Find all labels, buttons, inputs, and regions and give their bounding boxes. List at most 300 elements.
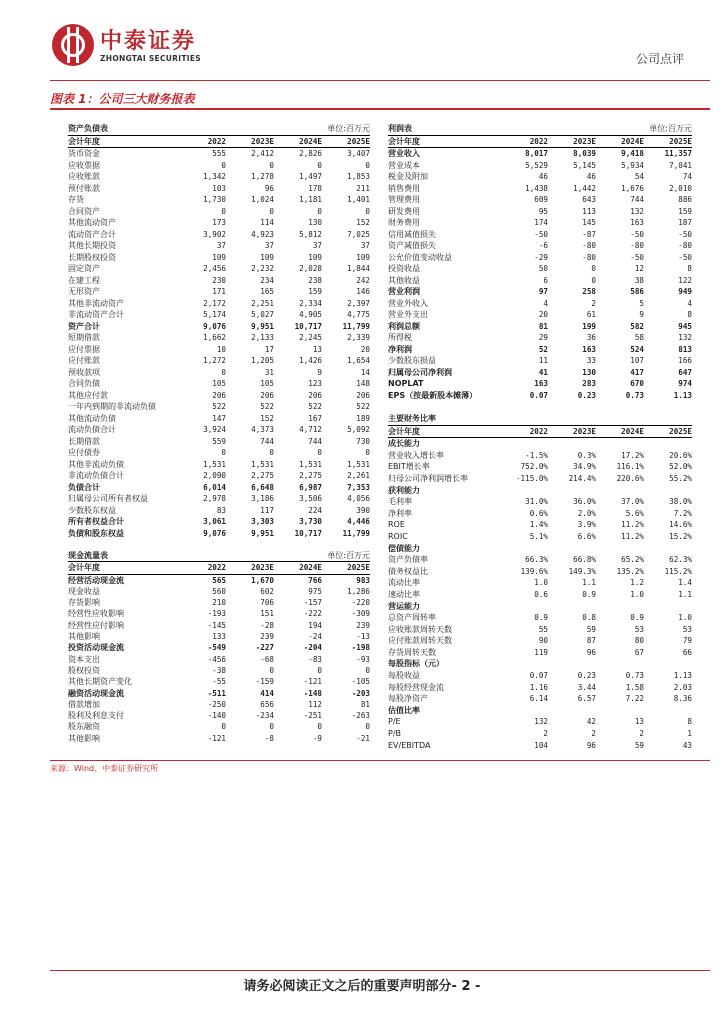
cell-value: 65.2% bbox=[621, 555, 644, 565]
cell-value bbox=[644, 705, 692, 717]
row-label: 货币资金 bbox=[68, 149, 100, 158]
row-label: 应付票据 bbox=[68, 344, 100, 354]
row-label: 营业收入 bbox=[388, 149, 420, 158]
cell-value: 34.9% bbox=[573, 462, 596, 472]
row-label: 每股净资产 bbox=[388, 694, 428, 704]
cell-value: 11,799 bbox=[342, 528, 370, 538]
cell-value: 522 bbox=[212, 402, 226, 411]
cell-value: 3,061 bbox=[203, 517, 226, 526]
column-header-year: 2024E bbox=[621, 136, 644, 146]
cell-value: -204 bbox=[303, 643, 322, 653]
company-logo bbox=[52, 22, 224, 70]
cell-value: -50 bbox=[534, 229, 548, 239]
row-label: 债务权益比 bbox=[388, 566, 428, 576]
cell-value: 104 bbox=[534, 740, 548, 750]
cell-value: -9 bbox=[312, 733, 322, 743]
row-label: 归属母公司净利润 bbox=[388, 367, 452, 377]
cell-value: 7,025 bbox=[347, 229, 370, 239]
cell-value: 1,438 bbox=[525, 183, 548, 193]
table-row bbox=[388, 531, 692, 543]
row-label: 管理费用 bbox=[388, 195, 420, 204]
cell-value: 0.23 bbox=[577, 390, 596, 400]
cell-value: 66.8% bbox=[573, 555, 596, 565]
table-row bbox=[388, 344, 692, 356]
cell-value: 1.1 bbox=[582, 578, 596, 588]
cell-value: 1,531 bbox=[299, 459, 322, 469]
cell-value: 9,951 bbox=[251, 321, 274, 331]
cell-value: 166 bbox=[678, 356, 692, 365]
cell-value: 0.9 bbox=[534, 613, 548, 623]
row-label: 现金收益 bbox=[68, 586, 100, 596]
table-row bbox=[68, 183, 370, 195]
cell-value: 670 bbox=[630, 379, 644, 388]
row-label: 营业利润 bbox=[388, 287, 420, 296]
cell-value: 8 bbox=[687, 717, 692, 727]
cell-value: 1.4 bbox=[678, 578, 692, 588]
table-row bbox=[68, 608, 370, 619]
table-row bbox=[388, 624, 692, 636]
figure-title: 图表 1：公司三大财务报表 bbox=[50, 92, 195, 106]
column-header-year: 2025E bbox=[347, 136, 370, 146]
table-row bbox=[68, 355, 370, 367]
column-header-year: 2022 bbox=[207, 136, 226, 146]
table-row bbox=[388, 473, 692, 485]
cell-value: 2 bbox=[543, 729, 548, 739]
cell-value bbox=[644, 543, 692, 555]
table-row bbox=[68, 413, 370, 425]
cell-value: 103 bbox=[212, 183, 226, 193]
cell-value: 2 bbox=[591, 298, 596, 308]
row-label: 净利润 bbox=[388, 344, 412, 354]
cell-value: 4 bbox=[687, 298, 692, 308]
row-label: 其他非流动负债 bbox=[68, 459, 124, 469]
row-label: 销售费用 bbox=[388, 183, 420, 193]
cell-value: 1.13 bbox=[673, 390, 692, 400]
cell-value: 115.2% bbox=[664, 566, 692, 576]
table-row bbox=[388, 740, 692, 752]
cell-value: 0 bbox=[365, 448, 370, 457]
cell-value: -227 bbox=[255, 643, 274, 653]
table-row bbox=[388, 160, 692, 172]
row-label: 非流动负债合计 bbox=[68, 471, 124, 480]
cell-value bbox=[500, 438, 548, 450]
row-label: 其他长期资产变化 bbox=[68, 677, 132, 687]
cell-value: 81 bbox=[360, 699, 370, 709]
row-label: 存货周转天数 bbox=[388, 647, 436, 657]
cell-value: 1,670 bbox=[251, 575, 274, 585]
cell-value: 145 bbox=[582, 218, 596, 227]
row-label: 流动负债合计 bbox=[68, 425, 116, 434]
cell-value: 17 bbox=[264, 344, 274, 354]
cell-value: 109 bbox=[260, 252, 274, 262]
cell-value: 609 bbox=[534, 195, 548, 204]
cell-value: -8 bbox=[264, 733, 274, 743]
cell-value: 1,662 bbox=[203, 333, 226, 342]
row-label: 成长能力 bbox=[388, 439, 420, 449]
table-row bbox=[68, 378, 370, 390]
table-row bbox=[388, 485, 692, 497]
cell-value: -21 bbox=[356, 733, 370, 743]
table-row bbox=[388, 390, 692, 402]
table-row bbox=[68, 505, 370, 517]
cell-value: 66.3% bbox=[525, 555, 548, 565]
cell-value: 171 bbox=[212, 287, 226, 296]
cell-value: 7,353 bbox=[347, 482, 370, 492]
table-title-row bbox=[68, 123, 370, 135]
cell-value: 2,275 bbox=[251, 471, 274, 480]
cell-value: 5,145 bbox=[573, 160, 596, 170]
row-label: 其他流动负债 bbox=[68, 413, 116, 423]
cell-value: 0 bbox=[317, 665, 322, 675]
cell-value: 83 bbox=[216, 505, 226, 515]
logo-mark-icon bbox=[52, 24, 94, 66]
cell-value: 9,076 bbox=[203, 528, 226, 538]
cell-value: -193 bbox=[207, 609, 226, 619]
row-label: 长期借款 bbox=[68, 436, 100, 446]
table-row bbox=[68, 424, 370, 436]
column-header-year: 2025E bbox=[669, 136, 692, 146]
cell-value: 14 bbox=[360, 367, 370, 377]
cell-value: 112 bbox=[308, 699, 322, 709]
table-row bbox=[388, 171, 692, 183]
cell-value: 1,442 bbox=[573, 183, 596, 193]
table-row bbox=[388, 693, 692, 705]
table-row bbox=[388, 183, 692, 195]
cell-value: 1.0 bbox=[630, 589, 644, 599]
table-row bbox=[68, 194, 370, 206]
row-label: 非流动资产合计 bbox=[68, 310, 124, 319]
table-row bbox=[68, 206, 370, 218]
table-row bbox=[68, 676, 370, 687]
cell-value bbox=[548, 705, 596, 717]
row-label: 信用减值损失 bbox=[388, 229, 436, 239]
cell-value: 0 bbox=[317, 448, 322, 457]
cell-value: 133 bbox=[212, 632, 226, 642]
cell-value bbox=[500, 705, 548, 717]
cell-value: 0 bbox=[269, 722, 274, 732]
cell-value: 8,039 bbox=[573, 149, 596, 158]
cell-value: 522 bbox=[260, 402, 274, 411]
row-label: 总资产周转率 bbox=[388, 613, 436, 623]
table-row bbox=[68, 263, 370, 275]
row-label: 其他应付款 bbox=[68, 390, 108, 400]
table-row bbox=[388, 670, 692, 682]
cell-value: 945 bbox=[678, 321, 692, 331]
cell-value: 2.03 bbox=[673, 682, 692, 692]
table-row bbox=[68, 631, 370, 642]
cell-value: 59 bbox=[634, 740, 644, 750]
cell-value: 206 bbox=[260, 390, 274, 400]
cell-value: 602 bbox=[260, 586, 274, 596]
cell-value: 37.0% bbox=[621, 497, 644, 507]
cell-value: 2,133 bbox=[251, 333, 274, 342]
cell-value: -1.5% bbox=[525, 450, 548, 460]
table-row bbox=[68, 586, 370, 597]
table-row bbox=[68, 528, 370, 540]
cell-value: 230 bbox=[212, 275, 226, 285]
cell-value: 152 bbox=[260, 413, 274, 423]
cell-value: 3,186 bbox=[251, 494, 274, 503]
cell-value: -80 bbox=[678, 241, 692, 250]
cell-value: 9,076 bbox=[203, 321, 226, 331]
cell-value: -121 bbox=[207, 733, 226, 743]
table-row bbox=[388, 286, 692, 298]
cell-value: 239 bbox=[260, 632, 274, 642]
row-label: 资产减值损失 bbox=[388, 241, 436, 250]
cell-value: 582 bbox=[630, 321, 644, 331]
table-row bbox=[68, 171, 370, 183]
cell-value: -140 bbox=[207, 711, 226, 721]
row-label: 每股指标（元） bbox=[388, 659, 444, 669]
table-row bbox=[68, 298, 370, 310]
row-label: 其他收益 bbox=[388, 275, 420, 285]
cell-value: 174 bbox=[534, 218, 548, 227]
cell-value: -50 bbox=[630, 252, 644, 262]
row-label: 每股收益 bbox=[388, 671, 420, 681]
column-header-year: 2024E bbox=[299, 563, 322, 573]
column-header-label: 会计年度 bbox=[68, 563, 100, 573]
cell-value: 139.6% bbox=[520, 566, 548, 576]
row-label: 固定资产 bbox=[68, 264, 100, 273]
column-header-label: 会计年度 bbox=[68, 136, 100, 146]
table-row bbox=[68, 620, 370, 631]
unit-label: 单位:百万元 bbox=[327, 124, 370, 133]
cell-value: 4,056 bbox=[347, 494, 370, 503]
row-label: 少数股东损益 bbox=[388, 356, 436, 365]
cell-value: 194 bbox=[308, 620, 322, 630]
cell-value: 559 bbox=[212, 436, 226, 446]
cell-value: -93 bbox=[356, 654, 370, 664]
cell-value: 6,648 bbox=[251, 482, 274, 492]
table-row bbox=[388, 461, 692, 473]
row-label: 应收账款 bbox=[68, 172, 100, 181]
cell-value: 58 bbox=[634, 333, 644, 342]
cell-value: 37 bbox=[216, 241, 226, 250]
cell-value: 14.6% bbox=[669, 520, 692, 530]
cell-value: 1.4% bbox=[529, 520, 548, 530]
cell-value: 2,275 bbox=[299, 471, 322, 480]
cell-value: 1.0 bbox=[678, 613, 692, 623]
table-row bbox=[388, 647, 692, 659]
table-header-row bbox=[68, 135, 370, 149]
cell-value: 148 bbox=[356, 379, 370, 388]
cell-value: -29 bbox=[534, 252, 548, 262]
cell-value: 105 bbox=[260, 379, 274, 388]
cell-value: 3.44 bbox=[577, 682, 596, 692]
table-row bbox=[388, 298, 692, 310]
table-row bbox=[68, 597, 370, 608]
header-rule bbox=[50, 80, 710, 81]
column-header-year: 2024E bbox=[299, 136, 322, 146]
cell-value bbox=[596, 705, 644, 717]
cell-value: 524 bbox=[630, 344, 644, 354]
cell-value: 5,027 bbox=[251, 310, 274, 319]
cell-value: 560 bbox=[212, 586, 226, 596]
cell-value: 0.23 bbox=[577, 671, 596, 681]
table-row bbox=[68, 710, 370, 721]
cell-value: 7.22 bbox=[625, 694, 644, 704]
row-label: 税金及附加 bbox=[388, 172, 428, 181]
source-rule bbox=[50, 760, 710, 761]
cell-value: 0 bbox=[317, 722, 322, 732]
cell-value: -28 bbox=[260, 620, 274, 630]
cell-value: 3.9% bbox=[577, 520, 596, 530]
cell-value: 6.57 bbox=[577, 694, 596, 704]
table-row bbox=[68, 470, 370, 482]
cell-value: 2,334 bbox=[299, 298, 322, 308]
cell-value: 96 bbox=[264, 183, 274, 193]
row-label: 其他影响 bbox=[68, 632, 100, 642]
cell-value: 5.1% bbox=[529, 531, 548, 541]
cell-value: 1.13 bbox=[673, 671, 692, 681]
unit-label: 单位:百万元 bbox=[649, 124, 692, 133]
table-row bbox=[388, 496, 692, 508]
row-label: EPS（按最新股本摊薄） bbox=[388, 390, 478, 400]
row-label: 所得税 bbox=[388, 333, 412, 342]
cell-value: 1,278 bbox=[251, 172, 274, 181]
cell-value: 96 bbox=[586, 647, 596, 657]
cell-value: 414 bbox=[260, 688, 274, 698]
row-label: 预付账款 bbox=[68, 183, 100, 193]
cell-value: -24 bbox=[308, 632, 322, 642]
column-header-label: 会计年度 bbox=[388, 136, 420, 146]
cell-value: -80 bbox=[582, 241, 596, 250]
cell-value: 46 bbox=[538, 172, 548, 181]
row-label: 投资收益 bbox=[388, 264, 420, 273]
cell-value: 159 bbox=[308, 287, 322, 296]
row-label: 利润总额 bbox=[388, 321, 420, 331]
cell-value: 132 bbox=[630, 206, 644, 216]
cell-value: 3,303 bbox=[251, 517, 274, 526]
cell-value: 0.07 bbox=[529, 390, 548, 400]
row-label: 无形资产 bbox=[68, 287, 100, 296]
cell-value: 0 bbox=[365, 206, 370, 216]
row-label: 偿债能力 bbox=[388, 543, 420, 553]
cell-value: 1,844 bbox=[347, 264, 370, 273]
cell-value bbox=[596, 485, 644, 497]
cell-value: -148 bbox=[303, 688, 322, 698]
cell-value: 2,245 bbox=[299, 333, 322, 342]
cell-value: -121 bbox=[303, 677, 322, 687]
cell-value: 165 bbox=[260, 287, 274, 296]
row-label: 归属母公司所有者权益 bbox=[68, 494, 148, 503]
table-row bbox=[68, 401, 370, 413]
row-label: 股东融资 bbox=[68, 722, 100, 732]
table-row bbox=[388, 635, 692, 647]
cell-value: 6.14 bbox=[529, 694, 548, 704]
cell-value: 5.6% bbox=[625, 508, 644, 518]
cell-value: -251 bbox=[303, 711, 322, 721]
cell-value: 0.6 bbox=[534, 589, 548, 599]
cell-value bbox=[596, 438, 644, 450]
cell-value: 42 bbox=[586, 717, 596, 727]
cell-value: 37 bbox=[264, 241, 274, 250]
table-row bbox=[68, 665, 370, 676]
cell-value: 4,373 bbox=[251, 425, 274, 434]
row-label: 借款增加 bbox=[68, 699, 100, 709]
cell-value: 0 bbox=[591, 264, 596, 273]
row-label: 负债和股东权益 bbox=[68, 528, 124, 538]
row-label: P/B bbox=[388, 729, 402, 739]
cell-value: 0.9 bbox=[630, 613, 644, 623]
cell-value: 5,812 bbox=[299, 229, 322, 239]
table-row bbox=[68, 482, 370, 494]
cell-value: -105 bbox=[351, 677, 370, 687]
cell-value: 0.6% bbox=[529, 508, 548, 518]
cell-value: 2 bbox=[591, 729, 596, 739]
table-row bbox=[68, 699, 370, 710]
row-label: 应收票据 bbox=[68, 160, 100, 170]
row-label: 合同负债 bbox=[68, 379, 100, 388]
cell-value: 8 bbox=[687, 310, 692, 319]
cell-value: 647 bbox=[678, 367, 692, 377]
table-row bbox=[68, 252, 370, 264]
row-label: 其他流动资产 bbox=[68, 218, 116, 227]
cell-value: 79 bbox=[682, 636, 692, 646]
cell-value: 0 bbox=[221, 722, 226, 732]
table-row bbox=[388, 332, 692, 344]
cell-value: 61 bbox=[586, 310, 596, 319]
cell-value: 0 bbox=[269, 206, 274, 216]
row-label: 净利率 bbox=[388, 508, 412, 518]
column-header-year: 2022 bbox=[529, 426, 548, 436]
cell-value: 0.73 bbox=[625, 671, 644, 681]
table-row bbox=[388, 148, 692, 160]
cell-value: 1.0 bbox=[534, 578, 548, 588]
cell-value: 11 bbox=[538, 356, 548, 365]
cell-value: 2.0% bbox=[577, 508, 596, 518]
row-label: ROIC bbox=[388, 531, 408, 541]
cell-value: 2,232 bbox=[251, 264, 274, 273]
cell-value: -80 bbox=[582, 252, 596, 262]
row-label: 应付债券 bbox=[68, 448, 100, 457]
cell-value: 20 bbox=[360, 344, 370, 354]
cell-value bbox=[548, 438, 596, 450]
balance-sheet-table bbox=[68, 123, 370, 539]
cell-value: 41 bbox=[538, 367, 548, 377]
cell-value: 132 bbox=[678, 333, 692, 342]
table-title-row bbox=[388, 413, 692, 425]
table-row bbox=[388, 543, 692, 555]
cell-value: 189 bbox=[356, 413, 370, 423]
table-row bbox=[388, 252, 692, 264]
cell-value: 163 bbox=[582, 344, 596, 354]
cell-value: 2,456 bbox=[203, 264, 226, 273]
cell-value: 3,506 bbox=[299, 494, 322, 503]
cell-value: 13 bbox=[312, 344, 322, 354]
cell-value: 8 bbox=[687, 264, 692, 273]
table-row bbox=[68, 240, 370, 252]
cell-value: 6 bbox=[543, 275, 548, 285]
cell-value: 33 bbox=[586, 356, 596, 365]
cell-value: 206 bbox=[212, 390, 226, 400]
cell-value: 1,531 bbox=[251, 459, 274, 469]
cell-value: 1,730 bbox=[203, 195, 226, 204]
cell-value: -87 bbox=[582, 229, 596, 239]
cell-value: 0.3% bbox=[577, 450, 596, 460]
cash-flow-table bbox=[68, 550, 370, 744]
row-label: 融资活动现金流 bbox=[68, 688, 124, 698]
cell-value: 258 bbox=[582, 287, 596, 296]
table-row bbox=[68, 390, 370, 402]
row-label: 预收款项 bbox=[68, 367, 100, 377]
cell-value: 95 bbox=[538, 206, 548, 216]
cell-value: -159 bbox=[255, 677, 274, 687]
cell-value: 1,286 bbox=[347, 586, 370, 596]
cell-value: 7.2% bbox=[673, 508, 692, 518]
cell-value: 46 bbox=[586, 172, 596, 181]
cell-value: 2,028 bbox=[299, 264, 322, 273]
